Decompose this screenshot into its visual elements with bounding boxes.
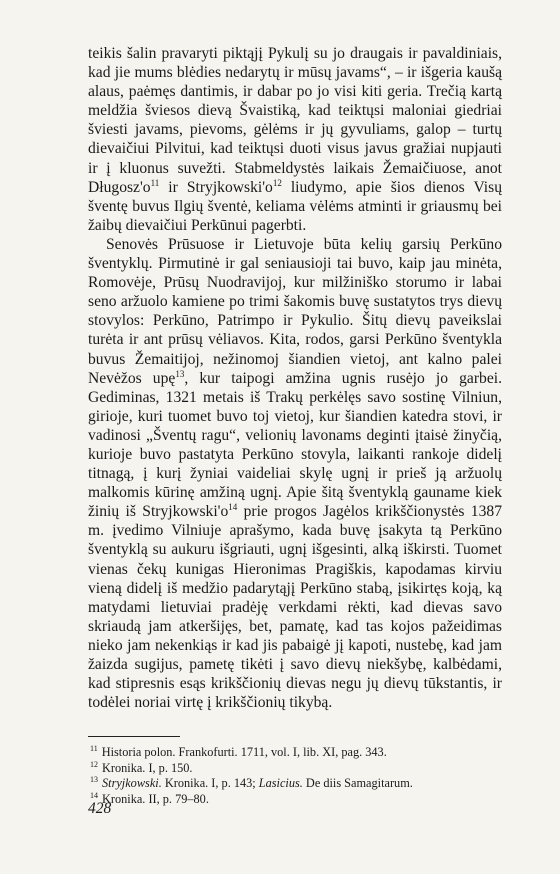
paragraph-2: Senovės Prūsuose ir Lietuvoje būta kelių garsių Perkūno šventyklų. Pirmutinė ir gal seniausioji tai buvo, kaip jau minėta, Romovėje, Prūsų Nuodravijoj, kur milžiniško storumo ir labai seno aržuolo kamiene po trimi šakomis buvę sustatytos trys dievų stovylos: Perkūno, Patrimpo ir Pykulio. Šitų dievų paveikslai turėta ir ant prūsų vėliavos. Kita, rodos, garsi Perkūno šventykla buvus Žemaitijoj, nežinomoj šiandien vietoj, ant kalno palei Nevėžos upę$^{13}$, kur taipogi amžina ugnis rusėjo jo garbei. Gediminas, 1321 metais iš Trakų perkėlęs savo sostinę Vilniun, girioje, kuri tuomet buvo toj vietoj, kur šiandien katedra stovi, ir vadinosi „Šventų ragu“, velionių lavonams deginti įtaisė žinyčią, kurioje buvo pastatyta Perkūno stovyla, laikanti rankoje didelį titnagą, į kurį žyniai vaideliai skylę ugnį ir prieš ją aržuolų malkomis kūrinę amžiną ugnį. Apie šitą šventyklą gauname kiek žinių iš $Stryjkowski'o^{14}$ prie progos Jagėlos krikščionystės 1387 m. įvedimo Vilniuje aprašymo, kada buvę įsakyta tą Perkūno šventyklą su aukuru išgriauti, ugnį išgesinti, alką iškirsti. Tuomet vienas čekų kunigas Hieronimas Pragiškis, kapodamas kirviu vieną didelį iš medžio padarytąjį Perkūno stabą, įsikirtęs koją, ką matydami lietuviai pradėję verkdami rėkti, kad dievas savo skriaudą jam atkeršijęs, bet, pamatę, kad tas kojos pažeidimas nieko jam nekenkiąs ir kad jis pabaigė jį kapoti, nustebę, kad jam žaizda sugijus, pametę tikėti į savo dievų niekšybę, kalbėdami, kad stipresnis esąs krikščionių dievas negu jų dievų tūkstantis, ir todėlei noriai virtę į krikščionių tikybą. <box>88 235 502 712</box>
footnote-13: $^{13}$ Stryjkowski. Kronika. I, p. 143; Lasicius. De diis Samagitarum. <box>90 775 413 791</box>
footnote-14: $^{14}$ Kronika. II, p. 79–80. <box>90 790 209 806</box>
footnote-ref-14[interactable]: 14 <box>228 502 238 513</box>
body-text <box>88 44 502 712</box>
footnote-ref-13[interactable]: 13 <box>175 368 185 379</box>
paragraph-1: teikis šalin pravaryti piktąjį Pykulį su jo draugais ir pavaldiniais, kad jie mums blėdies nedarytų ir mūsų javams“, – ir išgeria kaušą alaus, paėmęs dantimis, ir dabar po jo visi kiti geria. Trečią kartą meldžia šviesos dievą Švaistiką, kad teiktųsi maloniai giedriai šviesti javams, pievoms, gėlėms ir jų gyvuliams, galop – turtų dievaičiui Pilvitui, kad teiktųsi duoti visus javus gražiai nupjauti ir į kluonus suvežti. Stabmeldystės laikais Žemaičiuose, anot $Długosz'o^{11}$ ir $Stryjkowski'o^{12}$ liudymo, apie šios dienos Visų šventę buvus Ilgių šventė, keliama vėlėms atminti ir griausmų bei žaibų dievaičiui Perkūnui pagerbti. <box>88 45 502 234</box>
footnote-11: $^{11}$ Historia polon. Frankofurti. 1711, vol. I, lib. XI, pag. 343. <box>90 743 387 759</box>
page-number: 428 <box>88 800 112 817</box>
footnote-12: $^{12}$ Kronika. I, p. 150. <box>90 759 193 775</box>
footnote-separator <box>88 736 180 737</box>
footnote-ref-11[interactable]: 11 <box>150 177 160 188</box>
footnote-ref-12[interactable]: 12 <box>272 177 282 188</box>
footnotes <box>90 745 502 807</box>
